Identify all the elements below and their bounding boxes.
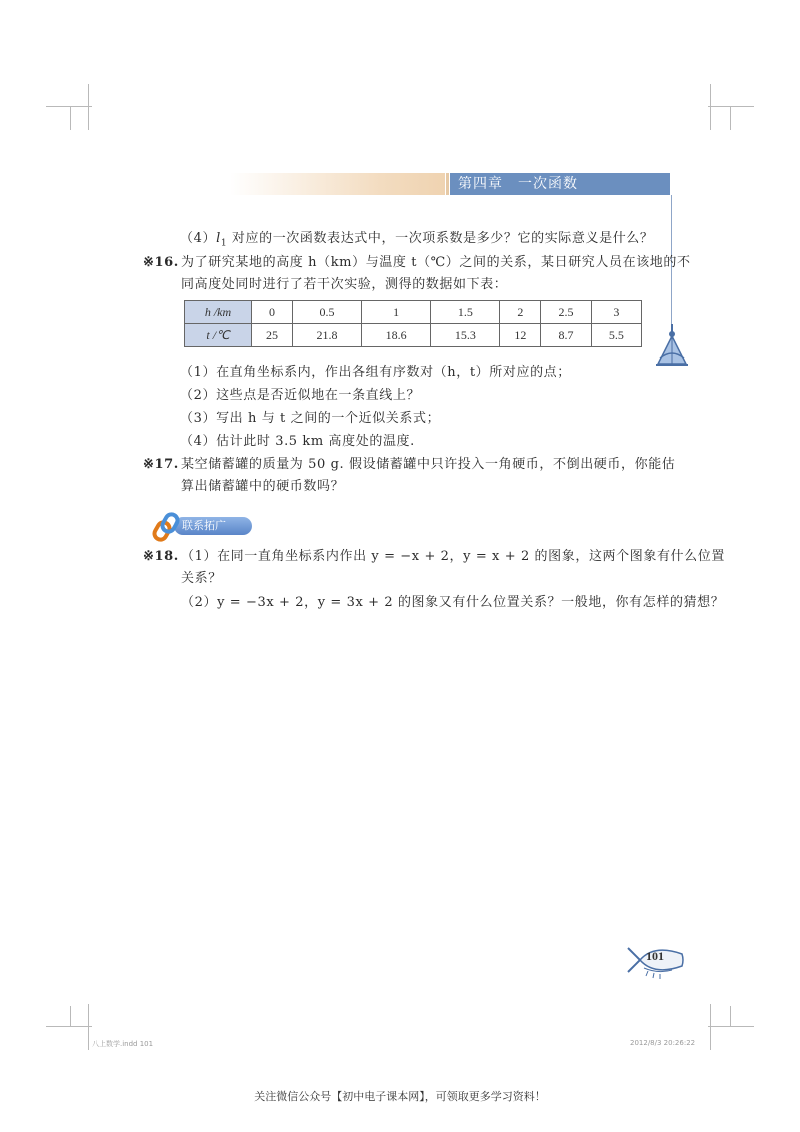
table-cell: 0.5 (292, 301, 361, 324)
table-cell: 5.5 (591, 324, 641, 347)
footer-note: 关注微信公众号【初中电子课本网】，可领取更多学习资料！ (254, 1090, 546, 1103)
question-17-line-1: 某空储蓄罐的质量为 50 g. 假设储蓄罐中只许投入一角硬币，不倒出硬币，你能估 (181, 457, 676, 472)
crop-mark (46, 106, 92, 107)
line-subscript: 1 (220, 238, 228, 249)
question-18-line-1: （1）在同一直角坐标系内作出 y = −x + 2，y = x + 2 的图象，这两个图象有什么位置 (181, 549, 725, 564)
compass-icon (652, 322, 692, 368)
header-decoration (230, 173, 445, 195)
table-cell: 21.8 (292, 324, 361, 347)
table-cell: 8.7 (541, 324, 591, 347)
table-cell: 2.5 (541, 301, 591, 324)
crop-mark (708, 1026, 754, 1027)
table-row-height (185, 301, 642, 324)
print-info-right: 2012/8/3 20:26:22 (630, 1039, 696, 1047)
section-badge (152, 512, 262, 540)
page-number: 101 (646, 949, 664, 963)
chain-link-icon (152, 512, 182, 542)
print-info-left: 八上数学.indd 101 (92, 1040, 154, 1048)
crop-mark (708, 106, 754, 107)
question-18-number: ※18. (143, 549, 179, 564)
chapter-title: 第四章 一次函数 (450, 173, 670, 195)
question-15-part-4 (180, 230, 654, 253)
table-header-t: t /℃ (185, 324, 252, 347)
crop-mark (46, 1026, 92, 1027)
crop-mark (88, 1004, 89, 1050)
table-cell: 3 (591, 301, 641, 324)
crop-mark (710, 1004, 711, 1050)
question-16-number: ※16. (143, 255, 179, 270)
question-18-line-3: （2）y = −3x + 2，y = 3x + 2 的图象又有什么位置关系？一般地，你有怎样的猜想？ (181, 595, 725, 610)
crop-mark (70, 106, 71, 130)
table-cell: 0 (252, 301, 293, 324)
table-cell: 1 (362, 301, 431, 324)
table-cell: 18.6 (362, 324, 431, 347)
crop-mark (730, 106, 731, 130)
data-table (184, 300, 642, 347)
table-cell: 25 (252, 324, 293, 347)
table-header-h: h /km (185, 301, 252, 324)
table-row-temperature (185, 324, 642, 347)
question-17-line-2: 算出储蓄罐中的硬币数吗？ (181, 479, 345, 494)
section-label: 联系拓广 (174, 517, 252, 535)
table-cell: 1.5 (431, 301, 500, 324)
line-variable: l (216, 231, 221, 246)
crop-mark (710, 84, 711, 130)
header-divider (446, 173, 449, 195)
crop-mark (70, 1006, 71, 1026)
part-prefix: （4） (180, 231, 217, 246)
question-16-part-2: （2）这些点是否近似地在一条直线上？ (180, 388, 421, 403)
question-18-line-2: 关系？ (181, 571, 222, 586)
crop-mark (730, 1006, 731, 1026)
crop-mark (88, 84, 89, 130)
question-16-part-4: （4）估计此时 3.5 km 高度处的温度. (180, 434, 415, 449)
question-16-line-1: 为了研究某地的高度 h（km）与温度 t（℃）之间的关系，某日研究人员在该地的不 (181, 255, 691, 270)
question-16-line-2: 同高度处同时进行了若干次实验，测得的数据如下表： (181, 277, 508, 292)
table-cell: 12 (500, 324, 541, 347)
table-cell: 15.3 (431, 324, 500, 347)
table-cell: 2 (500, 301, 541, 324)
question-16-part-3: （3）写出 h 与 t 之间的一个近似关系式； (180, 411, 441, 426)
question-16-part-1: （1）在直角坐标系内，作出各组有序数对（h，t）所对应的点； (180, 365, 571, 380)
question-text: 对应的一次函数表达式中，一次项系数是多少？它的实际意义是什么？ (231, 231, 654, 246)
question-17-number: ※17. (143, 457, 179, 472)
